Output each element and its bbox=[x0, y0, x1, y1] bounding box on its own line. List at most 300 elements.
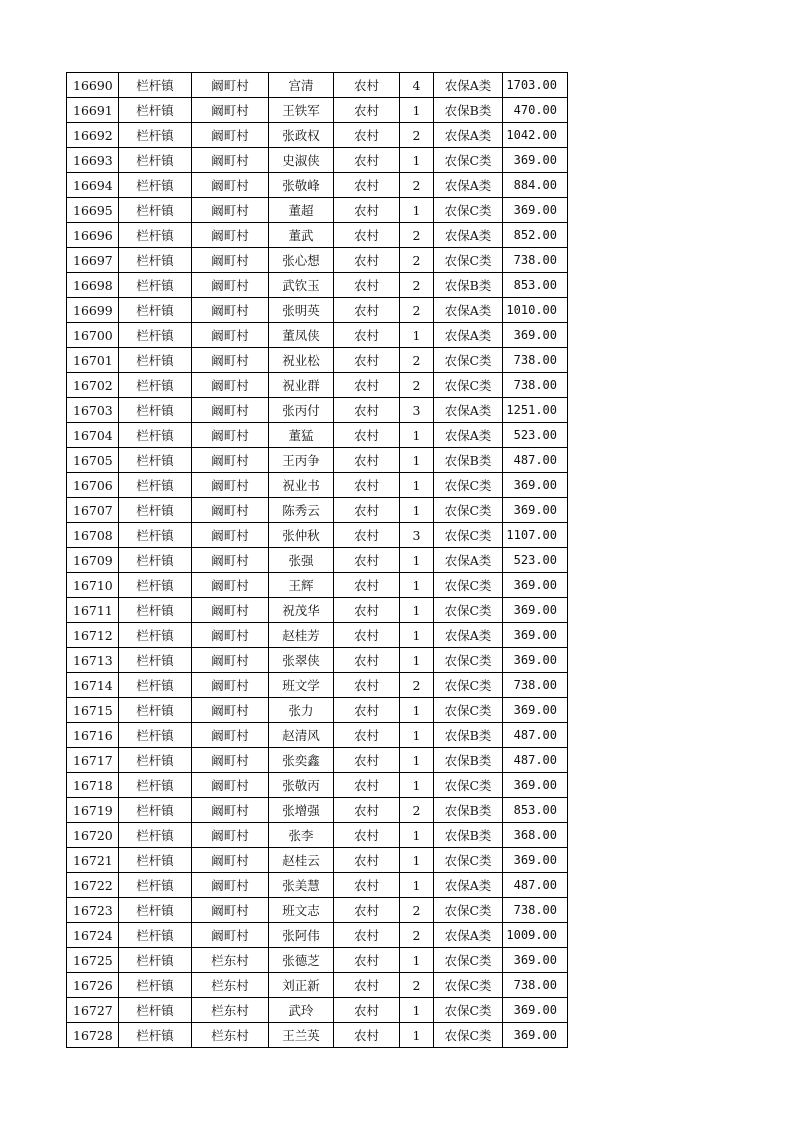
village-cell: 阚町村 bbox=[192, 773, 269, 798]
name-cell: 张阿伟 bbox=[269, 923, 334, 948]
amount-cell: 369.00 bbox=[503, 773, 568, 798]
amount-cell: 369.00 bbox=[503, 573, 568, 598]
village-cell: 阚町村 bbox=[192, 648, 269, 673]
insurance-class-cell: 农保C类 bbox=[434, 348, 503, 373]
village-cell: 阚町村 bbox=[192, 323, 269, 348]
roster-table bbox=[66, 72, 568, 1048]
household-type-cell: 农村 bbox=[334, 98, 400, 123]
record-id: 16716 bbox=[67, 723, 119, 748]
village-cell: 阚町村 bbox=[192, 198, 269, 223]
amount-cell: 853.00 bbox=[503, 798, 568, 823]
household-type-cell: 农村 bbox=[334, 748, 400, 773]
household-type-cell: 农村 bbox=[334, 823, 400, 848]
name-cell: 张奕鑫 bbox=[269, 748, 334, 773]
table-row bbox=[67, 473, 568, 498]
household-type-cell: 农村 bbox=[334, 523, 400, 548]
insurance-class-cell: 农保A类 bbox=[434, 873, 503, 898]
insurance-class-cell: 农保A类 bbox=[434, 73, 503, 98]
name-cell: 武玲 bbox=[269, 998, 334, 1023]
village-cell: 阚町村 bbox=[192, 273, 269, 298]
member-count-cell: 1 bbox=[400, 698, 434, 723]
household-type-cell: 农村 bbox=[334, 598, 400, 623]
table-row bbox=[67, 223, 568, 248]
table-row bbox=[67, 348, 568, 373]
name-cell: 王辉 bbox=[269, 573, 334, 598]
record-id: 16715 bbox=[67, 698, 119, 723]
table-row bbox=[67, 773, 568, 798]
amount-cell: 369.00 bbox=[503, 198, 568, 223]
table-row bbox=[67, 648, 568, 673]
household-type-cell: 农村 bbox=[334, 198, 400, 223]
member-count-cell: 1 bbox=[400, 948, 434, 973]
insurance-class-cell: 农保C类 bbox=[434, 848, 503, 873]
member-count-cell: 1 bbox=[400, 648, 434, 673]
table-row bbox=[67, 873, 568, 898]
insurance-class-cell: 农保C类 bbox=[434, 648, 503, 673]
amount-cell: 487.00 bbox=[503, 448, 568, 473]
household-type-cell: 农村 bbox=[334, 573, 400, 598]
record-id: 16719 bbox=[67, 798, 119, 823]
member-count-cell: 2 bbox=[400, 973, 434, 998]
household-type-cell: 农村 bbox=[334, 348, 400, 373]
household-type-cell: 农村 bbox=[334, 848, 400, 873]
record-id: 16711 bbox=[67, 598, 119, 623]
amount-cell: 1251.00 bbox=[503, 398, 568, 423]
insurance-class-cell: 农保C类 bbox=[434, 373, 503, 398]
amount-cell: 738.00 bbox=[503, 348, 568, 373]
town-cell: 栏杆镇 bbox=[119, 673, 192, 698]
record-id: 16690 bbox=[67, 73, 119, 98]
name-cell: 张政权 bbox=[269, 123, 334, 148]
insurance-class-cell: 农保C类 bbox=[434, 948, 503, 973]
insurance-class-cell: 农保C类 bbox=[434, 598, 503, 623]
table-row bbox=[67, 423, 568, 448]
village-cell: 阚町村 bbox=[192, 823, 269, 848]
amount-cell: 369.00 bbox=[503, 623, 568, 648]
amount-cell: 1042.00 bbox=[503, 123, 568, 148]
table-row bbox=[67, 798, 568, 823]
member-count-cell: 2 bbox=[400, 923, 434, 948]
table-row bbox=[67, 573, 568, 598]
table-row bbox=[67, 173, 568, 198]
town-cell: 栏杆镇 bbox=[119, 623, 192, 648]
household-type-cell: 农村 bbox=[334, 398, 400, 423]
amount-cell: 369.00 bbox=[503, 998, 568, 1023]
name-cell: 张丙付 bbox=[269, 398, 334, 423]
record-id: 16707 bbox=[67, 498, 119, 523]
household-type-cell: 农村 bbox=[334, 473, 400, 498]
household-type-cell: 农村 bbox=[334, 123, 400, 148]
town-cell: 栏杆镇 bbox=[119, 473, 192, 498]
name-cell: 张仲秋 bbox=[269, 523, 334, 548]
record-id: 16718 bbox=[67, 773, 119, 798]
member-count-cell: 1 bbox=[400, 473, 434, 498]
town-cell: 栏杆镇 bbox=[119, 123, 192, 148]
amount-cell: 852.00 bbox=[503, 223, 568, 248]
insurance-class-cell: 农保C类 bbox=[434, 773, 503, 798]
household-type-cell: 农村 bbox=[334, 648, 400, 673]
name-cell: 张增强 bbox=[269, 798, 334, 823]
table-row bbox=[67, 1023, 568, 1048]
town-cell: 栏杆镇 bbox=[119, 848, 192, 873]
record-id: 16705 bbox=[67, 448, 119, 473]
village-cell: 阚町村 bbox=[192, 523, 269, 548]
insurance-class-cell: 农保C类 bbox=[434, 498, 503, 523]
town-cell: 栏杆镇 bbox=[119, 648, 192, 673]
household-type-cell: 农村 bbox=[334, 898, 400, 923]
record-id: 16723 bbox=[67, 898, 119, 923]
insurance-class-cell: 农保C类 bbox=[434, 1023, 503, 1048]
village-cell: 阚町村 bbox=[192, 723, 269, 748]
member-count-cell: 2 bbox=[400, 898, 434, 923]
insurance-class-cell: 农保C类 bbox=[434, 973, 503, 998]
village-cell: 阚町村 bbox=[192, 898, 269, 923]
town-cell: 栏杆镇 bbox=[119, 373, 192, 398]
village-cell: 阚町村 bbox=[192, 573, 269, 598]
town-cell: 栏杆镇 bbox=[119, 548, 192, 573]
name-cell: 赵桂云 bbox=[269, 848, 334, 873]
amount-cell: 368.00 bbox=[503, 823, 568, 848]
table-row bbox=[67, 198, 568, 223]
insurance-class-cell: 农保A类 bbox=[434, 423, 503, 448]
amount-cell: 738.00 bbox=[503, 373, 568, 398]
village-cell: 阚町村 bbox=[192, 73, 269, 98]
insurance-class-cell: 农保C类 bbox=[434, 473, 503, 498]
name-cell: 王兰英 bbox=[269, 1023, 334, 1048]
member-count-cell: 1 bbox=[400, 873, 434, 898]
household-type-cell: 农村 bbox=[334, 948, 400, 973]
name-cell: 董猛 bbox=[269, 423, 334, 448]
amount-cell: 369.00 bbox=[503, 148, 568, 173]
name-cell: 祝茂华 bbox=[269, 598, 334, 623]
household-type-cell: 农村 bbox=[334, 773, 400, 798]
town-cell: 栏杆镇 bbox=[119, 398, 192, 423]
record-id: 16708 bbox=[67, 523, 119, 548]
insurance-class-cell: 农保C类 bbox=[434, 673, 503, 698]
record-id: 16693 bbox=[67, 148, 119, 173]
household-type-cell: 农村 bbox=[334, 273, 400, 298]
record-id: 16725 bbox=[67, 948, 119, 973]
record-id: 16698 bbox=[67, 273, 119, 298]
town-cell: 栏杆镇 bbox=[119, 873, 192, 898]
household-type-cell: 农村 bbox=[334, 723, 400, 748]
household-type-cell: 农村 bbox=[334, 298, 400, 323]
village-cell: 阚町村 bbox=[192, 373, 269, 398]
record-id: 16714 bbox=[67, 673, 119, 698]
name-cell: 赵清风 bbox=[269, 723, 334, 748]
record-id: 16722 bbox=[67, 873, 119, 898]
table-row bbox=[67, 898, 568, 923]
town-cell: 栏杆镇 bbox=[119, 973, 192, 998]
record-id: 16727 bbox=[67, 998, 119, 1023]
member-count-cell: 1 bbox=[400, 448, 434, 473]
amount-cell: 369.00 bbox=[503, 598, 568, 623]
roster-body bbox=[67, 73, 568, 1048]
amount-cell: 487.00 bbox=[503, 873, 568, 898]
member-count-cell: 1 bbox=[400, 723, 434, 748]
table-row bbox=[67, 98, 568, 123]
insurance-class-cell: 农保C类 bbox=[434, 523, 503, 548]
member-count-cell: 1 bbox=[400, 98, 434, 123]
name-cell: 张敬峰 bbox=[269, 173, 334, 198]
town-cell: 栏杆镇 bbox=[119, 798, 192, 823]
amount-cell: 470.00 bbox=[503, 98, 568, 123]
table-row bbox=[67, 448, 568, 473]
town-cell: 栏杆镇 bbox=[119, 723, 192, 748]
table-row bbox=[67, 698, 568, 723]
town-cell: 栏杆镇 bbox=[119, 198, 192, 223]
insurance-class-cell: 农保B类 bbox=[434, 798, 503, 823]
record-id: 16724 bbox=[67, 923, 119, 948]
town-cell: 栏杆镇 bbox=[119, 998, 192, 1023]
town-cell: 栏杆镇 bbox=[119, 248, 192, 273]
record-id: 16726 bbox=[67, 973, 119, 998]
village-cell: 栏东村 bbox=[192, 948, 269, 973]
member-count-cell: 2 bbox=[400, 298, 434, 323]
name-cell: 武钦玉 bbox=[269, 273, 334, 298]
table-row bbox=[67, 323, 568, 348]
table-row bbox=[67, 123, 568, 148]
table-row bbox=[67, 398, 568, 423]
household-type-cell: 农村 bbox=[334, 998, 400, 1023]
amount-cell: 884.00 bbox=[503, 173, 568, 198]
household-type-cell: 农村 bbox=[334, 798, 400, 823]
insurance-class-cell: 农保A类 bbox=[434, 323, 503, 348]
insurance-class-cell: 农保B类 bbox=[434, 448, 503, 473]
name-cell: 张李 bbox=[269, 823, 334, 848]
name-cell: 张强 bbox=[269, 548, 334, 573]
name-cell: 赵桂芳 bbox=[269, 623, 334, 648]
table-row bbox=[67, 723, 568, 748]
town-cell: 栏杆镇 bbox=[119, 898, 192, 923]
village-cell: 阚町村 bbox=[192, 673, 269, 698]
household-type-cell: 农村 bbox=[334, 373, 400, 398]
household-type-cell: 农村 bbox=[334, 923, 400, 948]
amount-cell: 487.00 bbox=[503, 748, 568, 773]
name-cell: 张心想 bbox=[269, 248, 334, 273]
village-cell: 栏东村 bbox=[192, 1023, 269, 1048]
village-cell: 阚町村 bbox=[192, 173, 269, 198]
village-cell: 阚町村 bbox=[192, 248, 269, 273]
insurance-class-cell: 农保A类 bbox=[434, 623, 503, 648]
town-cell: 栏杆镇 bbox=[119, 598, 192, 623]
town-cell: 栏杆镇 bbox=[119, 923, 192, 948]
amount-cell: 1010.00 bbox=[503, 298, 568, 323]
name-cell: 张翠侠 bbox=[269, 648, 334, 673]
member-count-cell: 2 bbox=[400, 173, 434, 198]
member-count-cell: 1 bbox=[400, 423, 434, 448]
record-id: 16692 bbox=[67, 123, 119, 148]
town-cell: 栏杆镇 bbox=[119, 498, 192, 523]
name-cell: 陈秀云 bbox=[269, 498, 334, 523]
town-cell: 栏杆镇 bbox=[119, 348, 192, 373]
member-count-cell: 2 bbox=[400, 273, 434, 298]
village-cell: 阚町村 bbox=[192, 223, 269, 248]
name-cell: 董凤侠 bbox=[269, 323, 334, 348]
household-type-cell: 农村 bbox=[334, 73, 400, 98]
record-id: 16696 bbox=[67, 223, 119, 248]
town-cell: 栏杆镇 bbox=[119, 223, 192, 248]
amount-cell: 738.00 bbox=[503, 248, 568, 273]
member-count-cell: 3 bbox=[400, 398, 434, 423]
table-row bbox=[67, 248, 568, 273]
amount-cell: 369.00 bbox=[503, 848, 568, 873]
name-cell: 班文学 bbox=[269, 673, 334, 698]
name-cell: 董武 bbox=[269, 223, 334, 248]
insurance-class-cell: 农保A类 bbox=[434, 298, 503, 323]
record-id: 16717 bbox=[67, 748, 119, 773]
household-type-cell: 农村 bbox=[334, 423, 400, 448]
village-cell: 阚町村 bbox=[192, 698, 269, 723]
member-count-cell: 2 bbox=[400, 348, 434, 373]
table-row bbox=[67, 623, 568, 648]
table-row bbox=[67, 523, 568, 548]
insurance-class-cell: 农保B类 bbox=[434, 723, 503, 748]
insurance-class-cell: 农保A类 bbox=[434, 223, 503, 248]
household-type-cell: 农村 bbox=[334, 148, 400, 173]
record-id: 16709 bbox=[67, 548, 119, 573]
village-cell: 阚町村 bbox=[192, 473, 269, 498]
record-id: 16710 bbox=[67, 573, 119, 598]
member-count-cell: 2 bbox=[400, 798, 434, 823]
town-cell: 栏杆镇 bbox=[119, 573, 192, 598]
member-count-cell: 1 bbox=[400, 548, 434, 573]
village-cell: 阚町村 bbox=[192, 848, 269, 873]
town-cell: 栏杆镇 bbox=[119, 1023, 192, 1048]
record-id: 16713 bbox=[67, 648, 119, 673]
town-cell: 栏杆镇 bbox=[119, 823, 192, 848]
amount-cell: 738.00 bbox=[503, 898, 568, 923]
insurance-class-cell: 农保A类 bbox=[434, 123, 503, 148]
member-count-cell: 3 bbox=[400, 523, 434, 548]
village-cell: 阚町村 bbox=[192, 798, 269, 823]
name-cell: 张美慧 bbox=[269, 873, 334, 898]
village-cell: 阚町村 bbox=[192, 448, 269, 473]
table-row bbox=[67, 748, 568, 773]
insurance-class-cell: 农保C类 bbox=[434, 248, 503, 273]
town-cell: 栏杆镇 bbox=[119, 748, 192, 773]
insurance-class-cell: 农保A类 bbox=[434, 923, 503, 948]
record-id: 16703 bbox=[67, 398, 119, 423]
insurance-class-cell: 农保C类 bbox=[434, 148, 503, 173]
member-count-cell: 2 bbox=[400, 123, 434, 148]
table-row bbox=[67, 273, 568, 298]
member-count-cell: 1 bbox=[400, 848, 434, 873]
record-id: 16704 bbox=[67, 423, 119, 448]
table-row bbox=[67, 948, 568, 973]
town-cell: 栏杆镇 bbox=[119, 523, 192, 548]
insurance-class-cell: 农保C类 bbox=[434, 898, 503, 923]
member-count-cell: 1 bbox=[400, 198, 434, 223]
amount-cell: 369.00 bbox=[503, 473, 568, 498]
amount-cell: 738.00 bbox=[503, 673, 568, 698]
member-count-cell: 2 bbox=[400, 373, 434, 398]
member-count-cell: 1 bbox=[400, 323, 434, 348]
member-count-cell: 1 bbox=[400, 823, 434, 848]
town-cell: 栏杆镇 bbox=[119, 173, 192, 198]
household-type-cell: 农村 bbox=[334, 448, 400, 473]
household-type-cell: 农村 bbox=[334, 498, 400, 523]
village-cell: 阚町村 bbox=[192, 548, 269, 573]
name-cell: 刘正新 bbox=[269, 973, 334, 998]
town-cell: 栏杆镇 bbox=[119, 273, 192, 298]
household-type-cell: 农村 bbox=[334, 973, 400, 998]
name-cell: 张力 bbox=[269, 698, 334, 723]
table-row bbox=[67, 998, 568, 1023]
insurance-class-cell: 农保B类 bbox=[434, 823, 503, 848]
member-count-cell: 1 bbox=[400, 598, 434, 623]
table-row bbox=[67, 498, 568, 523]
amount-cell: 369.00 bbox=[503, 948, 568, 973]
household-type-cell: 农村 bbox=[334, 673, 400, 698]
town-cell: 栏杆镇 bbox=[119, 298, 192, 323]
member-count-cell: 4 bbox=[400, 73, 434, 98]
household-type-cell: 农村 bbox=[334, 173, 400, 198]
insurance-class-cell: 农保A类 bbox=[434, 548, 503, 573]
amount-cell: 369.00 bbox=[503, 323, 568, 348]
name-cell: 祝业书 bbox=[269, 473, 334, 498]
town-cell: 栏杆镇 bbox=[119, 948, 192, 973]
table-row bbox=[67, 148, 568, 173]
amount-cell: 369.00 bbox=[503, 1023, 568, 1048]
name-cell: 张明英 bbox=[269, 298, 334, 323]
member-count-cell: 2 bbox=[400, 673, 434, 698]
record-id: 16720 bbox=[67, 823, 119, 848]
town-cell: 栏杆镇 bbox=[119, 98, 192, 123]
table-row bbox=[67, 598, 568, 623]
town-cell: 栏杆镇 bbox=[119, 698, 192, 723]
table-row bbox=[67, 923, 568, 948]
village-cell: 阚町村 bbox=[192, 498, 269, 523]
table-row bbox=[67, 73, 568, 98]
town-cell: 栏杆镇 bbox=[119, 448, 192, 473]
household-type-cell: 农村 bbox=[334, 623, 400, 648]
insurance-class-cell: 农保C类 bbox=[434, 698, 503, 723]
village-cell: 阚町村 bbox=[192, 923, 269, 948]
record-id: 16700 bbox=[67, 323, 119, 348]
member-count-cell: 1 bbox=[400, 148, 434, 173]
member-count-cell: 1 bbox=[400, 573, 434, 598]
amount-cell: 523.00 bbox=[503, 548, 568, 573]
table-row bbox=[67, 548, 568, 573]
household-type-cell: 农村 bbox=[334, 248, 400, 273]
village-cell: 栏东村 bbox=[192, 973, 269, 998]
record-id: 16721 bbox=[67, 848, 119, 873]
insurance-class-cell: 农保B类 bbox=[434, 273, 503, 298]
table-row bbox=[67, 373, 568, 398]
member-count-cell: 2 bbox=[400, 248, 434, 273]
insurance-class-cell: 农保B类 bbox=[434, 98, 503, 123]
household-type-cell: 农村 bbox=[334, 548, 400, 573]
household-type-cell: 农村 bbox=[334, 1023, 400, 1048]
name-cell: 王丙争 bbox=[269, 448, 334, 473]
member-count-cell: 2 bbox=[400, 223, 434, 248]
record-id: 16691 bbox=[67, 98, 119, 123]
insurance-class-cell: 农保C类 bbox=[434, 998, 503, 1023]
table-row bbox=[67, 973, 568, 998]
household-type-cell: 农村 bbox=[334, 873, 400, 898]
amount-cell: 369.00 bbox=[503, 698, 568, 723]
village-cell: 阚町村 bbox=[192, 873, 269, 898]
town-cell: 栏杆镇 bbox=[119, 323, 192, 348]
table-row bbox=[67, 673, 568, 698]
village-cell: 栏东村 bbox=[192, 998, 269, 1023]
name-cell: 祝业群 bbox=[269, 373, 334, 398]
record-id: 16699 bbox=[67, 298, 119, 323]
village-cell: 阚町村 bbox=[192, 98, 269, 123]
insurance-class-cell: 农保C类 bbox=[434, 573, 503, 598]
name-cell: 宫清 bbox=[269, 73, 334, 98]
